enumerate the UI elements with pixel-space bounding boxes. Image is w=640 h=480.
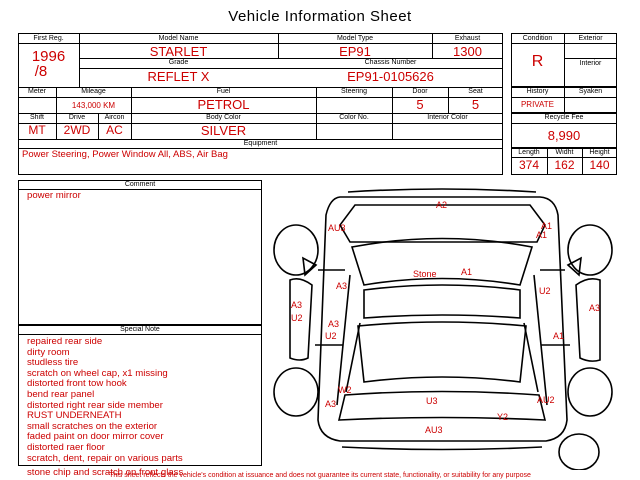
comment-label: Comment	[124, 181, 156, 188]
seat-value: 5	[471, 97, 480, 112]
damage-mark: A1	[553, 331, 565, 341]
damage-mark: A1	[461, 267, 473, 277]
grade-value: REFLET X	[147, 69, 210, 84]
note-line: distorted raer floor	[27, 441, 105, 453]
width-label: Widht	[555, 149, 574, 156]
body-color-value: SILVER	[200, 123, 247, 138]
damage-mark: Stone	[413, 269, 437, 279]
note-line: repaired rear side	[27, 336, 103, 347]
grade-label: Grade	[168, 59, 189, 66]
model-name-value: STARLET	[149, 44, 208, 59]
note-line: small scratches on the exterior	[27, 420, 158, 432]
comment-box	[18, 180, 262, 325]
first-reg-year: 1996	[31, 48, 66, 65]
note-line: scratch on wheel cap, x1 missing	[27, 367, 168, 379]
body-color-label: Body Color	[206, 114, 241, 121]
steering-label: Steering	[340, 88, 368, 95]
note-line: dirty room	[27, 346, 70, 358]
note-line: scratch, dent, repair on various parts	[27, 452, 183, 464]
chassis-number-label: Chassis Number	[364, 59, 417, 66]
damage-mark: AU3	[328, 223, 346, 233]
seat-label: Seat	[468, 88, 483, 95]
door-value: 5	[416, 97, 424, 112]
model-name-label: Model Name	[158, 35, 199, 42]
condition-value: R	[531, 53, 544, 70]
damage-mark: A3	[325, 399, 337, 409]
special-note-label: Special Note	[120, 326, 160, 333]
first-reg-label: First Reg.	[33, 35, 64, 42]
exterior-label: Exterior	[578, 35, 603, 42]
condition-label: Condition	[522, 35, 553, 42]
damage-mark: A2	[436, 200, 448, 210]
comment-list	[27, 191, 81, 202]
aircon-value: AC	[106, 123, 123, 137]
syaken-label: Syaken	[578, 88, 603, 95]
damage-mark: W2	[338, 385, 352, 395]
note-line: RUST UNDERNEATH	[27, 410, 122, 422]
model-type-label: Model Type	[336, 35, 374, 42]
equipment-value: Power Steering, Power Window All, ABS, Air Bag	[22, 149, 228, 160]
model-type-value: EP91	[339, 44, 371, 59]
special-note-list	[27, 337, 183, 479]
height-value: 140	[589, 158, 610, 172]
meter-label: Meter	[28, 88, 46, 95]
first-reg-month: /8	[34, 63, 48, 80]
interior-label: Interior	[579, 60, 602, 67]
car-damage-diagram	[270, 180, 615, 470]
equipment-label: Equipment	[243, 140, 278, 147]
interior-color-label: Interior Color	[427, 114, 468, 121]
drive-value: 2WD	[63, 123, 91, 137]
shift-label: Shift	[29, 114, 44, 121]
damage-mark: A3	[291, 300, 303, 310]
note-line: stone chip and scratch on front glass	[27, 467, 184, 479]
door-label: Door	[412, 88, 428, 95]
mileage-value: 143,000 KM	[71, 101, 116, 110]
note-line: bend rear panel	[27, 388, 95, 400]
mileage-label: Mileage	[81, 88, 106, 95]
damage-mark: A1	[536, 230, 548, 240]
fuel-value: PETROL	[197, 97, 250, 112]
drive-label: Drive	[68, 114, 86, 121]
damage-mark: A3	[328, 319, 340, 329]
color-no-label: Color No.	[339, 114, 369, 121]
damage-mark: U2	[325, 331, 337, 341]
note-line: faded paint on door mirror cover	[27, 431, 164, 443]
damage-mark: U2	[291, 313, 303, 323]
exhaust-value: 1300	[453, 44, 482, 59]
row-divider	[564, 58, 617, 59]
damage-mark: U2	[539, 286, 551, 296]
damage-mark: A1	[541, 221, 553, 231]
damage-mark: A3	[336, 281, 348, 291]
aircon-label: Aircon	[104, 114, 125, 121]
recycle-fee-value: 8,990	[547, 128, 581, 143]
fuel-label: Fuel	[216, 88, 231, 95]
length-label: Length	[518, 149, 540, 156]
recycle-fee-label: Recycle Fee	[544, 114, 584, 121]
note-line: distorted right rear side member	[27, 399, 163, 411]
height-label: Height	[589, 149, 610, 156]
exhaust-label: Exhaust	[454, 35, 481, 42]
note-line: distorted front tow hook	[27, 378, 127, 390]
width-value: 162	[554, 158, 575, 172]
length-value: 374	[518, 158, 540, 172]
comment-line: power mirror	[27, 190, 81, 201]
damage-mark: AU2	[537, 395, 555, 405]
damage-mark: AU3	[425, 425, 443, 435]
row-divider	[511, 123, 617, 124]
damage-mark: U3	[426, 396, 438, 406]
damage-mark: Y2	[497, 412, 509, 422]
sheet-title: Vehicle Information Sheet	[228, 8, 412, 25]
history-label: History	[526, 88, 549, 95]
row-divider	[18, 334, 262, 335]
shift-value: MT	[28, 123, 46, 137]
history-value: PRIVATE	[520, 100, 555, 109]
note-line: studless tire	[27, 357, 79, 369]
chassis-number-value: EP91-0105626	[347, 69, 434, 84]
car-outline	[274, 189, 612, 470]
disclaimer-footer: This sheet reflects the vehicle's condition at issuance and does not guarantee its current state, functionality, or suitability for any purpose	[109, 472, 531, 479]
damage-mark: A3	[589, 303, 601, 313]
